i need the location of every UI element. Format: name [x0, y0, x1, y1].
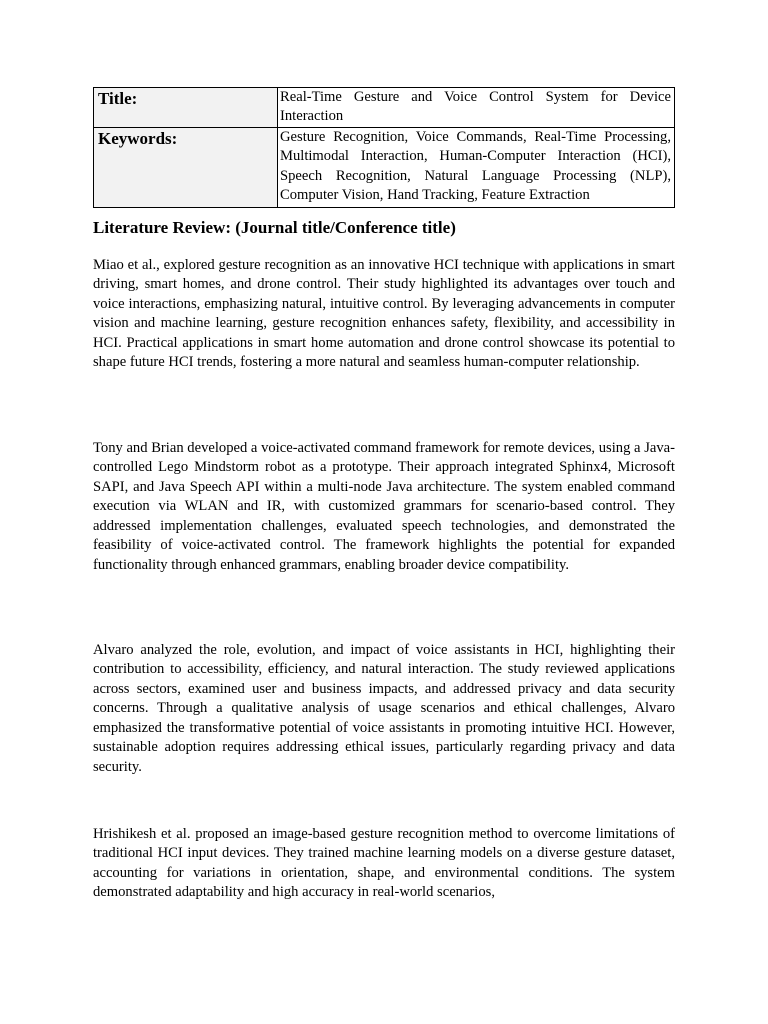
- review-paragraph-hrishikesh: Hrishikesh et al. proposed an image-based gesture recognition method to overcome limitations of traditional HCI input devices. They trained machine learning models on a diverse gesture dataset, accounting for variations in orientation, shape, and environmental conditions. The system demonstrated adaptability and high accuracy in real-world scenarios,: [93, 826, 675, 901]
- title-label: Title:: [94, 88, 278, 128]
- title-value: Real-Time Gesture and Voice Control System for Device Interaction: [278, 88, 675, 128]
- keywords-row: [94, 128, 675, 208]
- literature-review-heading: Literature Review: (Journal title/Conference title): [93, 218, 456, 237]
- title-row: [94, 88, 675, 128]
- review-paragraph-tony-brian: Tony and Brian developed a voice-activated command framework for remote devices, using a Java-controlled Lego Mindstorm robot as a prototype. Their approach integrated Sphinx4, Microsoft SAPI, and Java Speech API within a multi-node Java architecture. The system enabled command execution via WLAN and IR, with customized grammars for scenario-based control. They addressed implementation challenges, evaluated speech technologies, and demonstrated the feasibility of voice-activated control. The framework highlights the potential for expanded functionality through enhanced grammars, enabling broader device compatibility.: [93, 440, 675, 573]
- keywords-label: Keywords:: [94, 128, 278, 208]
- keywords-value: Gesture Recognition, Voice Commands, Real-Time Processing, Multimodal Interaction, Human-Computer Interaction (HCI), Speech Recognition, Natural Language Processing (NLP), Computer Vision, Hand Tracking, Feature Extraction: [278, 128, 675, 208]
- review-paragraph-alvaro: Alvaro analyzed the role, evolution, and impact of voice assistants in HCI, highlighting their contribution to accessibility, efficiency, and natural interaction. The study reviewed applications across sectors, examined user and business impacts, and addressed privacy and data security concerns. Through a qualitative analysis of usage scenarios and ethical challenges, Alvaro emphasized the transformative potential of voice assistants in promoting intuitive HCI. However, sustainable adoption requires addressing ethical issues, particularly regarding privacy and data security.: [93, 642, 675, 775]
- metadata-table: [93, 87, 675, 208]
- review-paragraph-miao: Miao et al., explored gesture recognition as an innovative HCI technique with applications in smart driving, smart homes, and drone control. Their study highlighted its advantages over touch and voice interactions, emphasizing natural, intuitive control. By leveraging advancements in computer vision and machine learning, gesture recognition enhances safety, flexibility, and accessibility in HCI. Practical applications in smart home automation and drone control showcase its potential to shape future HCI trends, fostering a more natural and seamless human-computer relationship.: [93, 257, 675, 371]
